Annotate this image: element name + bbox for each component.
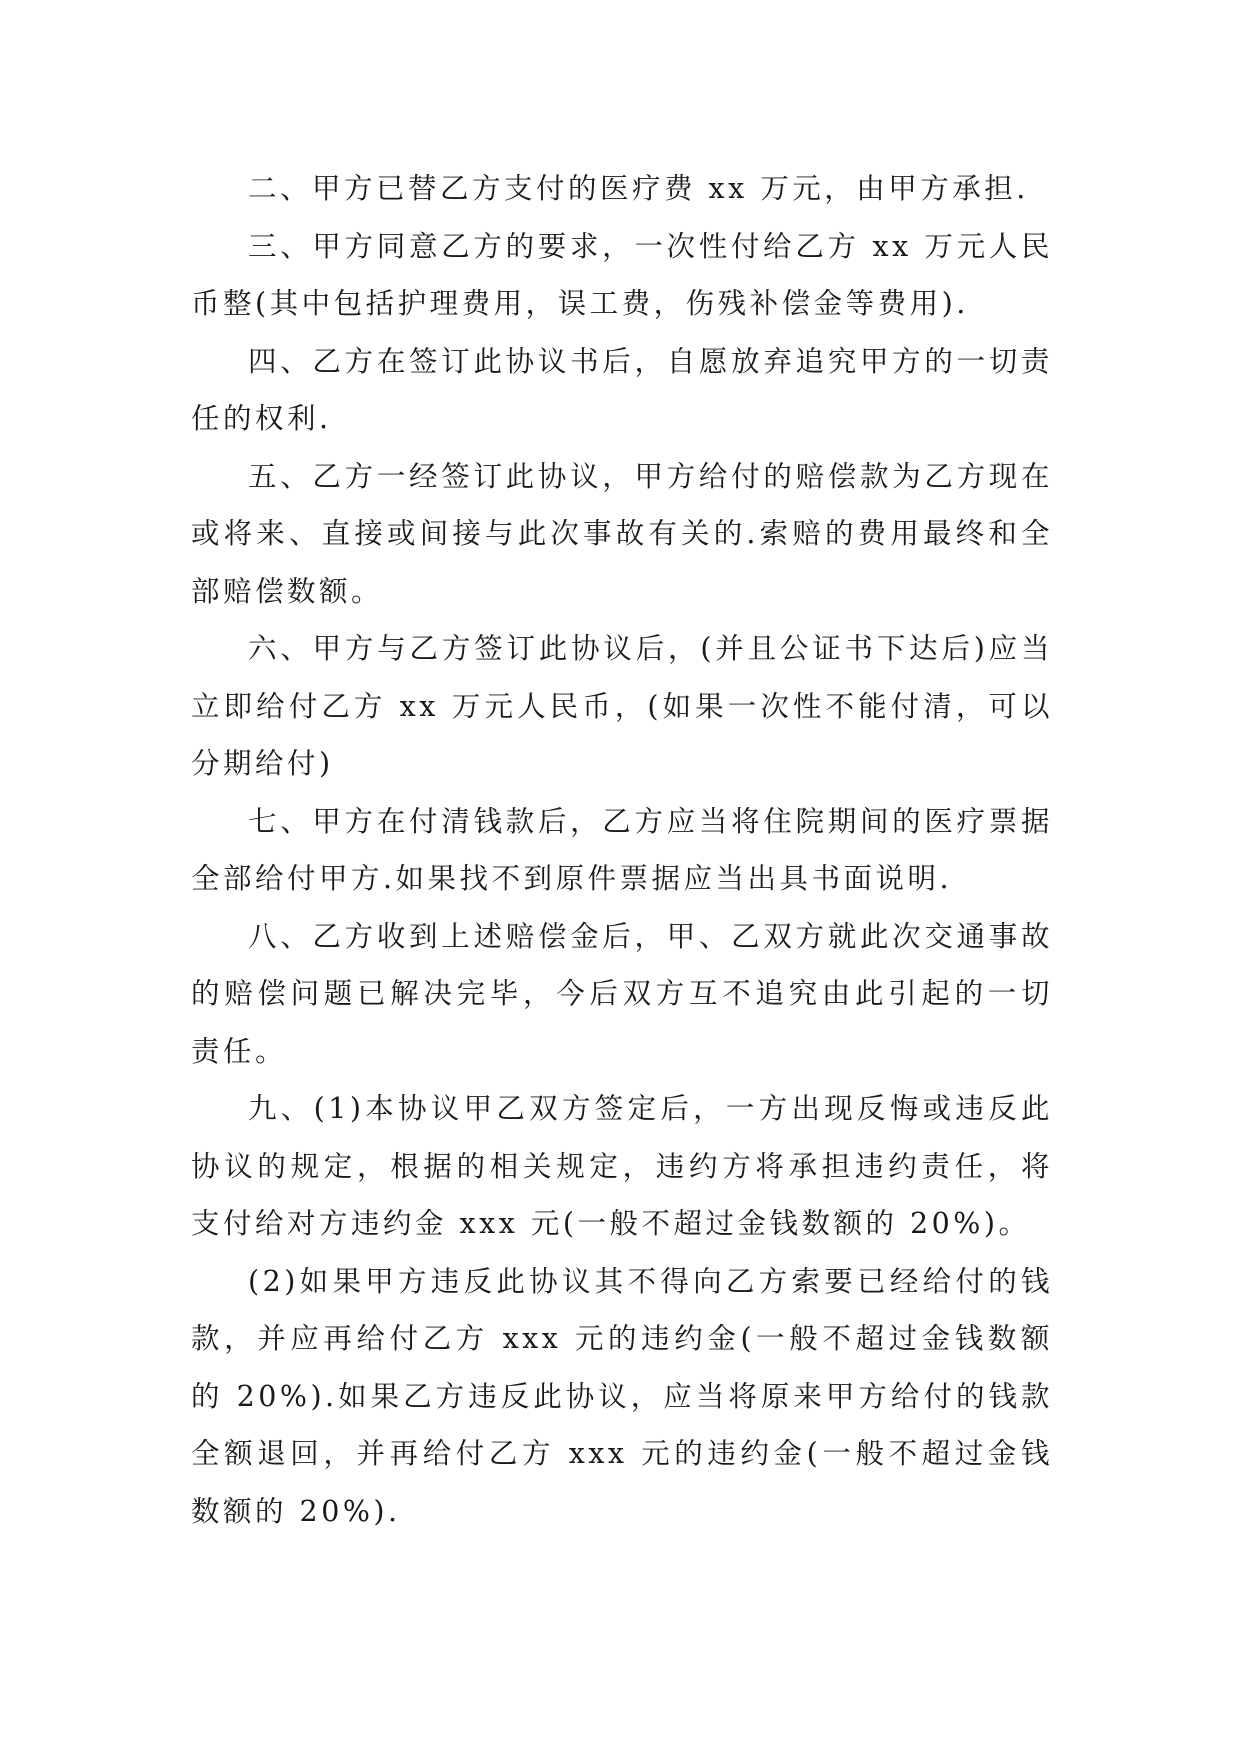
clause-5-paragraph: 五、乙方一经签订此协议，甲方给付的赔偿款为乙方现在或将来、直接或间接与此次事故有关的.索赔的费用最终和全部赔偿数额。 bbox=[191, 459, 1053, 608]
document-body bbox=[191, 160, 1053, 1540]
clause-9-2-paragraph: (2)如果甲方违反此协议其不得向乙方索要已经给付的钱款，并应再给付乙方 xxx 元的违约金(一般不超过金钱数额的 20%).如果乙方违反此协议，应当将原来甲方给付的钱款全额退回，并再给付乙方 xxx 元的违约金(一般不超过金钱数额的 20%). bbox=[191, 1264, 1053, 1528]
clause-8-paragraph: 八、乙方收到上述赔偿金后，甲、乙双方就此次交通事故的赔偿问题已解决完毕，今后双方互不追究由此引起的一切责任。 bbox=[191, 919, 1053, 1068]
clause-3-paragraph: 三、甲方同意乙方的要求，一次性付给乙方 xx 万元人民币整(其中包括护理费用，误工费，伤残补偿金等费用). bbox=[191, 229, 1053, 320]
clause-6-paragraph: 六、甲方与乙方签订此协议后，(并且公证书下达后)应当立即给付乙方 xx 万元人民币，(如果一次性不能付清，可以分期给付) bbox=[191, 632, 1053, 780]
clause-9-1-paragraph: 九、(1)本协议甲乙双方签定后，一方出现反悔或违反此协议的规定，根据的相关规定，违约方将承担违约责任，将支付给对方违约金 xxx 元(一般不超过金钱数额的 20%)。 bbox=[191, 1092, 1053, 1240]
clause-4-paragraph: 四、乙方在签订此协议书后，自愿放弃追究甲方的一切责任的权利. bbox=[191, 344, 1053, 435]
clause-7-paragraph: 七、甲方在付清钱款后，乙方应当将住院期间的医疗票据全部给付甲方.如果找不到原件票据应当出具书面说明. bbox=[191, 804, 1053, 895]
clause-2-paragraph: 二、甲方已替乙方支付的医疗费 xx 万元，由甲方承担. bbox=[248, 172, 1029, 205]
